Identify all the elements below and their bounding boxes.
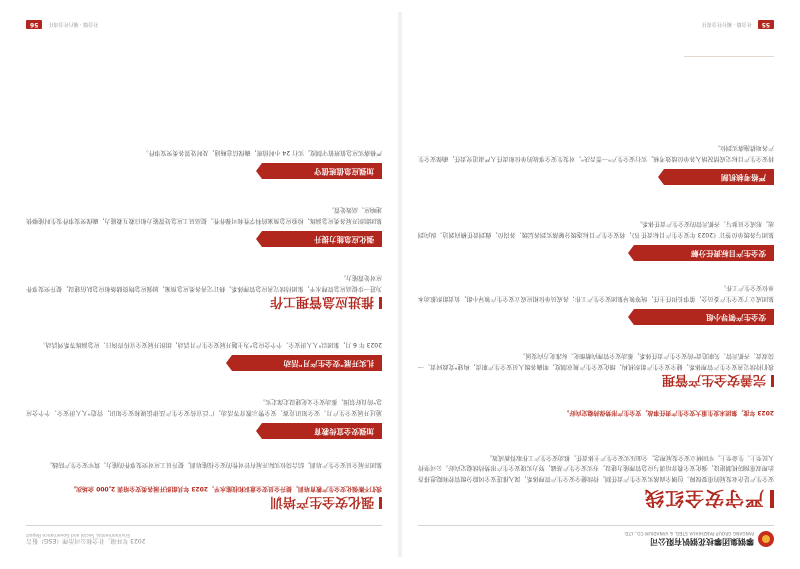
heading-accent-bar [379,297,382,309]
section-heading-text: 推进应急管理工作 [269,294,374,309]
subheading-emergency-capability [262,231,382,247]
emergency-duty-paragraph: 严格落实应急值班值守制度，实行 24 小时值班，确保信息畅通，及时处置各类突发事件。 [142,149,382,156]
company-name-en: PANGANG GROUP PANZHIHUA STEEL & VANADIUM CO., LTD. [623,531,754,536]
decorative-line [684,56,774,57]
page-gutter [398,12,402,557]
report-title-cn: 2023 年环境、社会和公司治理（ESG）报告 [26,537,146,544]
company-logo-icon [758,531,774,547]
left-title-text: 严守安全红线 [643,487,764,509]
training-paragraph: 集团开展全员安全生产培训，结合岗位实际开展有针对性的安全技能培训，提升员工应对突发事件的能力，筑牢安全生产防线。 [45,461,382,468]
subheading-text: 扎实开展"安全生产月"活动 [283,359,374,368]
subheading-text: 安全生产领导小组 [706,313,766,322]
left-intro-paragraph: 安全生产是企业发展的重要保障。包钢全面落实安全生产责任制，持续健全安全生产管理体系，深入推进安全风险分级管控和隐患排查治理双重预防机制建设，强化安全教育培训与应急管理能力建设，夯实安全生产基础，努力实现安全生产形势持续稳定向好。公司坚持人民至上、生命至上，牢固树立安全发展理念，全面压实安全生产主体责任，推动安全生产工作取得新成效。 [418,454,774,482]
training-highlight: 我们不断强化安全生产教育培训，提升全员安全意识和技能水平，2023 年共组织开展各类安全培训 2,000 余场次。 [70,485,382,492]
leading-group-paragraph: 集团成立了安全生产委员会，董事长担任主任，统筹领导集团安全生产工作；各成员单位相应成立安全生产领导小组，负责组织推动本单位安全生产工作。 [418,284,774,302]
target-responsibility-paragraph: 集团与各级单位签订《2023 年安全生产目标责任书》，将安全生产目标逐级分解落实到各层级、各岗位，做到责任横向到边、纵向到底，形成全员参与、齐抓共管的安全生产责任体系。 [418,220,774,238]
section-heading-training [270,494,382,513]
left-header [418,525,774,551]
company-logo [624,531,774,547]
heading-accent-bar [771,375,774,387]
right-footer [26,18,382,32]
emergency-capability-paragraph: 集团组织开展各类应急演练，检验应急预案的科学性和可操作性，提高员工应急处置能力和自救互救能力，确保突发事件发生时能够快速响应、高效处置。 [26,206,382,224]
heading-accent-bar [379,497,382,509]
right-header [26,525,382,551]
section-heading-emergency [270,294,382,313]
subheading-text: 加强安全宣传教育 [314,427,374,436]
subheading-safety-publicity [262,423,382,439]
subheading-text: 加强应急值班值守 [314,167,374,176]
page-number: 55 [758,21,774,30]
subheading-leading-group [634,309,774,325]
footer-section-label: 社会篇 · 履行社会责任 [48,21,99,28]
page-number: 56 [26,21,42,30]
title-accent-bar [770,490,774,508]
subheading-text: 严格考核机制 [721,173,766,182]
assessment-mechanism-paragraph: 将安全生产目标完成情况纳入各单位绩效考核，实行安全生产"一票否决"，对发生安全事故的单位和责任人严肃追究责任，确保安全生产各项措施落实到位。 [418,144,774,162]
emergency-paragraph: 为进一步提高应急管理水平，集团持续完善应急管理体系，修订完善各类应急预案，加强应急物资储备和应急队伍建设，提升突发事件应对处置能力。 [26,274,382,292]
left-page-title [644,486,774,513]
left-intro-highlight: 2023 年度，集团未发生重大安全生产责任事故，安全生产形势保持稳定向好。 [563,409,774,416]
section-heading-text: 完善安全生产管理 [661,372,766,387]
safety-management-paragraph: 我们持续完善安全生产管理体系，健全安全生产组织机构，细化安全生产规章制度，明确各级人员安全生产职责，构建"党政同责、一岗双责、齐抓共管、失职追责"的安全生产责任体系，推动安全管理向精细化、标准化方向发展。 [418,352,774,370]
subheading-safety-month [232,355,382,371]
subheading-emergency-duty [262,163,382,179]
spread [12,12,788,557]
safety-month-paragraph: 2023 年 6 月，集团以"人人讲安全、个个会应急"为主题开展安全生产月活动，组织开展安全宣传咨询日、应急演练等系列活动。 [39,341,382,348]
subheading-text: 强化应急能力提升 [314,235,374,244]
left-page [404,12,788,557]
footer-section-label: 社会篇 · 履行社会责任 [701,21,752,28]
left-footer [418,18,774,32]
company-name: 攀钢集团攀枝花钢钒有限公司 [650,537,754,546]
section-heading-text: 强化安全生产培训 [269,494,374,509]
right-page [12,12,396,557]
subheading-assessment-mechanism [664,169,774,185]
section-heading-safety-management [662,372,774,391]
report-title-header [26,532,145,546]
report-title-en: Environmental, Social and Governance Report [26,532,130,537]
safety-publicity-paragraph: 通过开展安全生产月、安全知识竞赛、安全警示教育等活动，广泛宣传安全生产法律法规和安全知识，营造"人人讲安全、个个会应急"的良好氛围，推动安全文化建设走深走实。 [26,398,382,416]
subheading-text: 安全生产目标责任分解 [691,249,766,258]
subheading-target-responsibility [634,245,774,261]
